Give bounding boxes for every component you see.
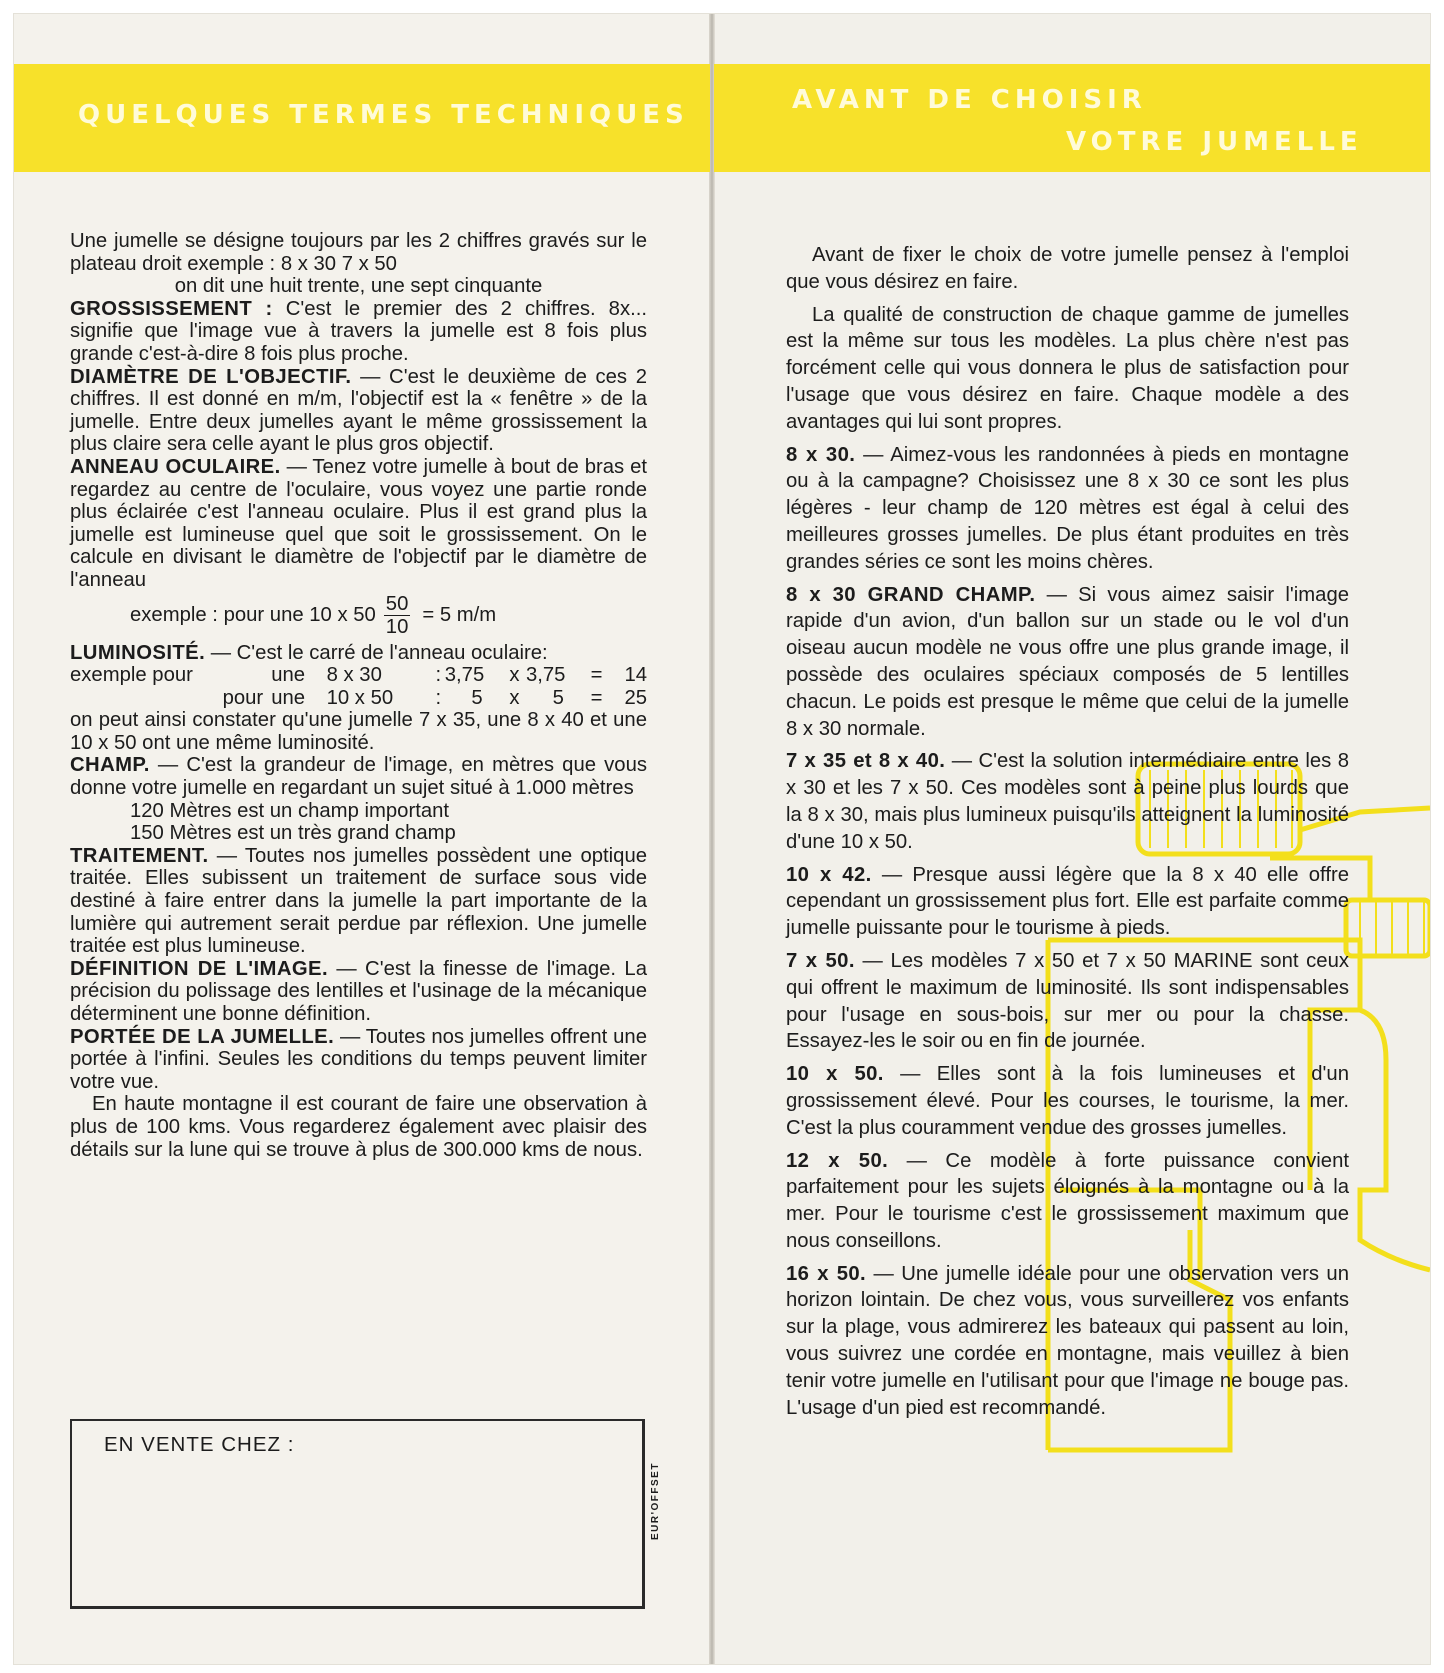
right-banner-title-line2: VOTRE JUMELLE [1066,127,1363,157]
model-text: — Si vous aimez saisir l'image rapide d'un avion, d'un ballon sur un stade ou le vol d'un oiseau aucun modèle ne vous offre une plus grande image, il possède des oculaires spéciaux composés de 5 lentilles chacun. Le poids est presque le même que celui de la jumelle 8 x 30 normale. [786,583,1350,740]
diametre-term: DIAMÈTRE DE L'OBJECTIF. [70,365,352,388]
model-term: 8 x 30. [786,443,856,466]
luminosite-term: LUMINOSITÉ. [70,641,206,664]
model-text: — Ce modèle à forte puissance convient parfaitement pour les sujets éloignés à la montagne ou à la mer. Pour le tourisme c'est le grossissement maximum que nous conseillons. [786,1149,1349,1252]
lum-cell: 5 [471,686,483,709]
portee-text: — Toutes nos jumelles offrent une portée à l'infini. Seules les conditions du temps peuvent limiter votre vue. [70,1025,647,1093]
model-term: 10 x 42. [786,863,872,886]
anneau-formula [70,593,647,638]
grossissement-paragraph [70,298,647,366]
model-paragraph [786,862,1349,942]
model-paragraph [786,948,1349,1055]
model-term: 16 x 50. [786,1262,867,1285]
portee-paragraph [70,1026,647,1094]
lum-cell: 8 x 30 [326,664,382,687]
right-banner-title-line1: AVANT DE CHOISIR [792,85,1147,115]
model-text: — Une jumelle idéale pour une observation vers un horizon lointain. De chez vous, vous surveillerez vos enfants sur la plage, vous admirerez les bateaux qui passent au loin, vous suivrez une cordée en montagne, mais veuillez à bien tenir votre jumelle en l'utilisant pour que l'image ne bouge pas. L'usage d'un pied est recommandé. [786,1262,1349,1419]
grossissement-term: GROSSISSEMENT : [70,297,273,320]
lum-cell: : [435,686,442,709]
anneau-term: ANNEAU OCULAIRE. [70,455,281,478]
champ-text: — C'est la grandeur de l'image, en mètres que vous donne votre jumelle en regardant un sujet situé à 1.000 mètres [70,754,647,800]
traitement-text: — Toutes nos jumelles possèdent une optique traitée. Elles subissent un traitement de surface sous vide destiné à faire entrer dans la jumelle la part importante de la lumière qui autrement serait perdue par réflexion. Une jumelle traitée est plus lumineuse. [70,844,647,958]
left-banner-title: QUELQUES TERMES TECHNIQUES [78,100,689,130]
intro-line1: Une jumelle se désigne toujours par les 2 chiffres gravés sur le plateau droit exemple : 8 x 30 7 x 50 [70,230,647,275]
diametre-paragraph [70,366,647,456]
center-fold [709,14,715,1664]
anneau-paragraph [70,456,647,592]
lum-cell: 3,75 [525,664,566,687]
champ-term: CHAMP. [70,754,150,777]
lum-cell: = [590,686,603,709]
luminosite-row [70,687,647,710]
model-paragraph [786,1148,1349,1255]
formula-prefix: exemple : pour une 10 x 50 [130,603,376,626]
model-term: 7 x 35 et 8 x 40. [786,750,946,773]
traitement-term: TRAITEMENT. [70,844,209,867]
lum-cell: une [271,664,306,687]
fraction-numerator: 50 [385,592,409,615]
lum-cell: 10 x 50 [326,686,394,709]
luminosite-text: — C'est le carré de l'anneau oculaire: [205,641,548,664]
model-paragraph [786,582,1349,743]
model-text: — Aimez-vous les randonnées à pieds en montagne ou à la campagne? Choisissez une 8 x 30 ce sont les plus légères - leur champ de 120 mètres est égal à celui des meilleures grosses jumelles. De plus étant produites en très grandes séries ce sont les moins chères. [786,443,1349,573]
luminosite-after: on peut ainsi constater qu'une jumelle 7 x 35, une 8 x 40 et une 10 x 50 ont une même luminosité. [70,709,647,754]
formula-result: = 5 m/m [422,603,497,626]
model-term: 10 x 50. [786,1063,884,1086]
lum-cell: x [509,686,520,709]
anneau-text: — Tenez votre jumelle à bout de bras et regardez au centre de l'oculaire, vous voyez une partie ronde plus éclairée c'est l'anneau oculaire. Plus il est grand plus la jumelle est lumineuse quel que soit le grossissement. On le calcule en divisant le diamètre de l'objectif par le diamètre de l'anneau [70,455,648,591]
champ-line1: 120 Mètres est un champ important [130,799,450,822]
model-paragraph [786,748,1349,855]
portee-term: PORTÉE DE LA JUMELLE. [70,1025,335,1048]
luminosite-table [70,664,647,709]
formula-fraction [384,593,411,638]
diametre-text: — C'est le deuxième de ces 2 chiffres. Il est donné en m/m, l'objectif est la « fenêtre » de la jumelle. Entre deux jumelles ayant le même grossissement la plus claire sera celle ayant le plus gros objectif. [70,365,647,456]
model-text: — Elles sont à la fois lumineuses et d'un grossissement élevé. Pour les courses, le tourisme, la mer. C'est la plus couramment vendue des grosses jumelles. [786,1063,1349,1139]
model-paragraph [786,1061,1349,1141]
lum-cell: 14 [624,664,647,687]
luminosite-row [70,664,647,687]
model-paragraph [786,1261,1349,1422]
lum-cell: : [435,664,442,687]
choosing-column [786,242,1349,1427]
right-banner [714,64,1430,172]
intro-paragraph-1: Avant de fixer le choix de votre jumelle pensez à l'emploi que vous désirez en faire. [786,244,1349,293]
lum-cell: pour [222,686,264,709]
champ-paragraph [70,754,647,799]
printer-credit: EUR'OFFSET [650,1462,661,1540]
technical-terms-column [70,230,647,1161]
lum-cell: x [509,664,520,687]
lum-cell: exemple pour [70,664,193,687]
model-text: — Les modèles 7 x 50 et 7 x 50 MARINE sont ceux qui offrent le maximum de luminosité. Ils sont indispensables pour l'usage en sous-bois, sur mer ou pour la chasse. Essayez-les le soir ou en fin de journée. [786,949,1349,1053]
luminosite-paragraph [70,642,647,665]
definition-paragraph [70,958,647,1026]
left-banner [14,64,710,172]
definition-term: DÉFINITION DE L'IMAGE. [70,957,328,980]
model-term: 8 x 30 GRAND CHAMP. [786,583,1036,606]
en-vente-chez-box [70,1419,645,1609]
definition-text: — C'est la finesse de l'image. La précision du polissage des lentilles et l'usinage de la mécanique déterminent une bonne définition. [70,957,647,1025]
lum-cell: = [590,664,603,687]
champ-line2: 150 Mètres est un très grand champ [130,822,456,845]
intro-paragraph-2: La qualité de construction de chaque gamme de jumelles est la même sur tous les modèles. La plus chère n'est pas forcément celle qui vous donnera le plus de satisfaction pour l'usage que vous désirez en faire. Chaque modèle a des avantages qui lui sont propres. [786,303,1349,433]
traitement-paragraph [70,845,647,958]
model-text: — Presque aussi légère que la 8 x 40 elle offre cependant un grossissement plus fort. Elle est parfaite comme jumelle puissante pour le tourisme à pieds. [786,863,1349,940]
model-text: — C'est la solution intermédiaire entre les 8 x 30 et les 7 x 50. Ces modèles sont à peine plus lourds que la 8 x 30, mais plus lumineux puisqu'ils atteignent la luminosité d'une 10 x 50. [786,750,1349,853]
portee-paragraph-2: En haute montagne il est courant de faire une observation à plus de 100 kms. Vous regarderez également avec plaisir des détails sur la lune qui se trouve à plus de 300.000 kms de nous. [70,1093,647,1161]
grossissement-text: C'est le premier des 2 chiffres. 8x... signifie que l'image vue à travers la jumelle est 8 fois plus grande c'est-à-dire 8 fois plus proche. [70,297,647,365]
lum-cell: 5 [552,686,564,709]
lum-cell: 25 [624,686,647,709]
lum-cell: une [271,686,306,709]
model-term: 12 x 50. [786,1149,889,1172]
fraction-denominator: 10 [385,615,409,638]
lum-cell: 3,75 [444,664,485,687]
en-vente-chez-label: EN VENTE CHEZ : [104,1433,295,1456]
intro-line2: on dit une huit trente, une sept cinquante [174,275,543,298]
model-paragraph [786,442,1349,576]
model-term: 7 x 50. [786,949,855,972]
